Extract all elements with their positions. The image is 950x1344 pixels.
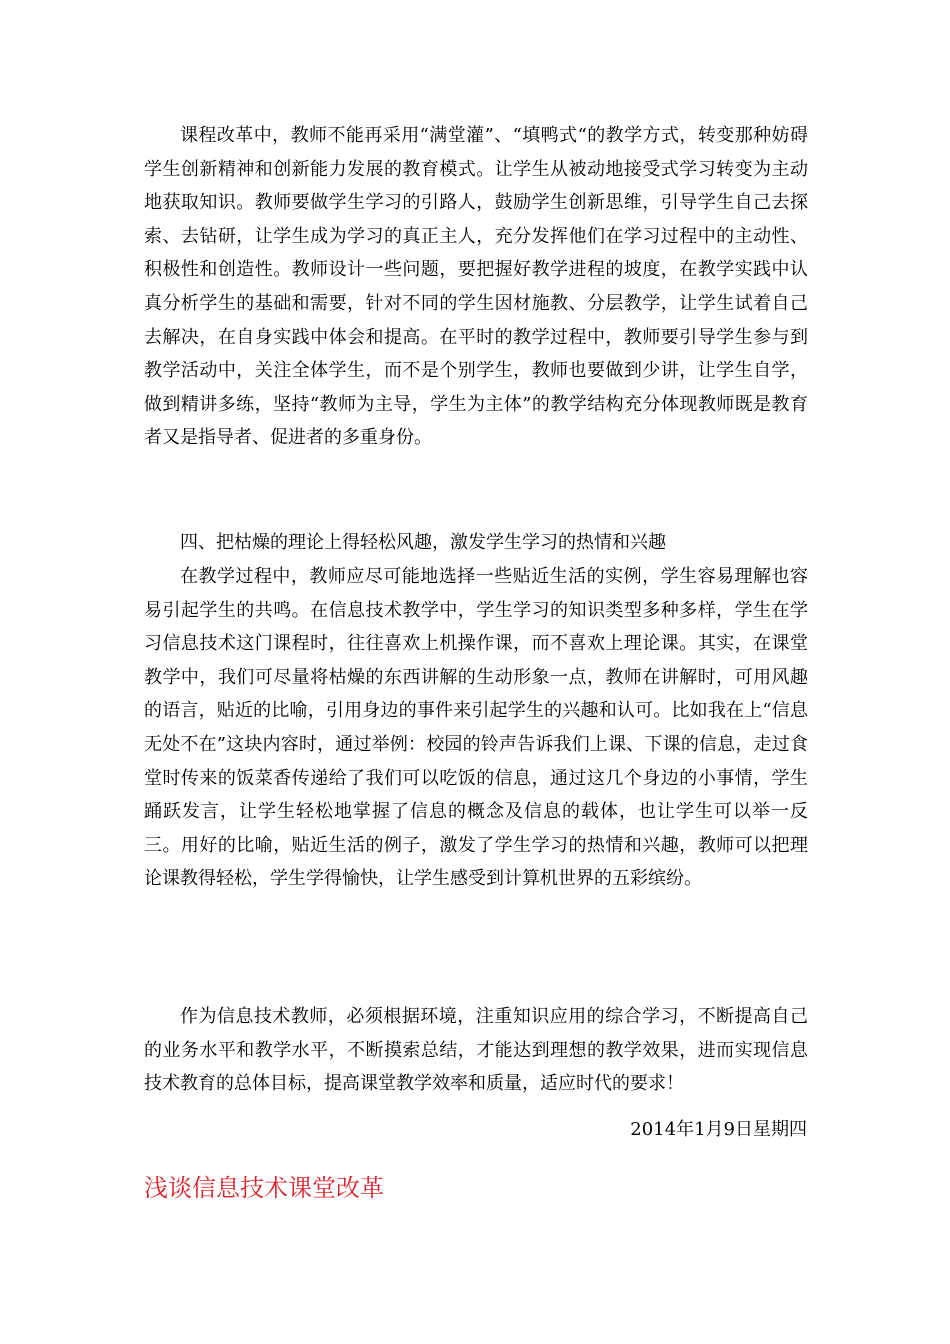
body-paragraph-2: 在教学过程中，教师应尽可能地选择一些贴近生活的实例，学生容易理解也容易引起学生的共鸣。在信息技术教学中，学生学习的知识类型多种多样，学生在学习信息技术这门课程时，往往喜欢上机操作课，而不喜欢上理论课。其实，在课堂教学中，我们可尽量将枯燥的东西讲解的生动形象一点，教师在讲解时，可用风趣的语言，贴近的比喻，引用身边的事件来引起学生的兴趣和认可。比如我在上“信息无处不在”这块内容时，通过举例：校园的铃声告诉我们上课、下课的信息，走过食堂时传来的饭菜香传递给了我们可以吃饭的信息，通过这几个身边的小事情，学生踊跃发言，让学生轻松地掌握了信息的概念及信息的载体，也让学生可以举一反三。用好的比喻，贴近生活的例子，激发了学生学习的热情和兴趣，教师可以把理论课教得轻松，学生学得愉快，让学生感受到计算机世界的五彩缤纷。 xyxy=(144,566,808,890)
body-paragraph-3: 作为信息技术教师，必须根据环境，注重知识应用的综合学习，不断提高自己的业务水平和教学水平，不断摸索总结，才能达到理想的教学效果，进而实现信息技术教育的总体目标，提高课堂教学效率和质量，适应时代的要求！ xyxy=(144,1006,808,1095)
article-title: 浅谈信息技术课堂改革 xyxy=(144,1174,384,1202)
document-date: 2014年1月9日星期四 xyxy=(630,1119,807,1140)
body-paragraph-1: 课程改革中，教师不能再采用“满堂灌”、“填鸭式“的教学方式，转变那种妨碍学生创新精神和创新能力发展的教育模式。让学生从被动地接受式学习转变为主动地获取知识。教师要做学生学习的引路人，鼓励学生创新思维，引导学生自己去探索、去钻研，让学生成为学习的真正主人，充分发挥他们在学习过程中的主动性、积极性和创造性。教师设计一些问题，要把握好教学进程的坡度，在教学实践中认真分析学生的基础和需要，针对不同的学生因材施教、分层教学，让学生试着自己去解决，在自身实践中体会和提高。在平时的教学过程中，教师要引导学生参与到教学活动中，关注全体学生，而不是个别学生，教师也要做到少讲，让学生自学，做到精讲多练，坚持“教师为主导，学生为主体”的教学结构充分体现教师既是教育者又是指导者、促进者的多重身份。 xyxy=(144,125,808,449)
section-heading-4: 四、把枯燥的理论上得轻松风趣，激发学生学习的热情和兴趣 xyxy=(180,532,666,553)
